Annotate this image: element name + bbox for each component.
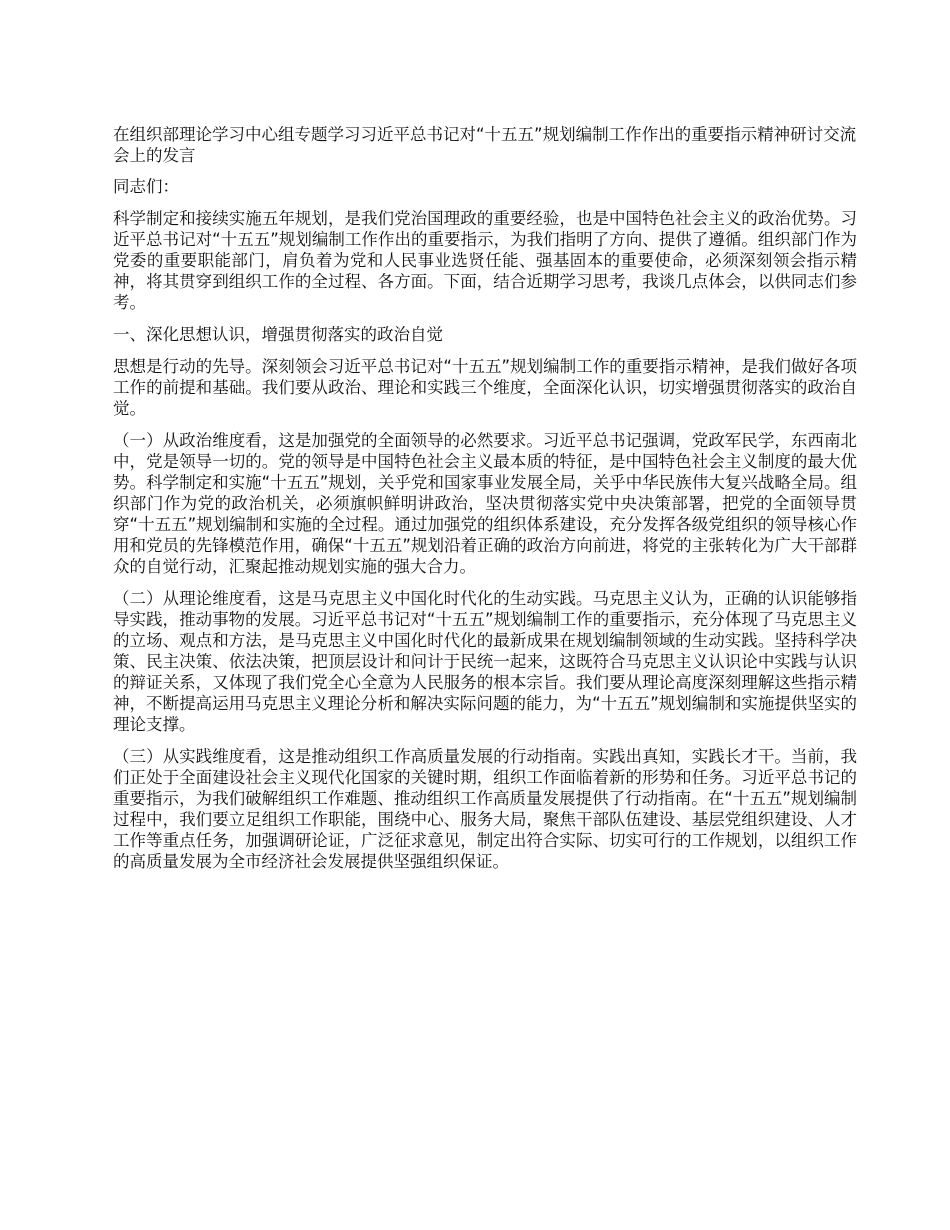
intro-paragraph: 科学制定和接续实施五年规划，是我们党治国理政的重要经验，也是中国特色社会主义的政治优势。习近平总书记对“十五五”规划编制工作作出的重要指示，为我们指明了方向、提供了遵循。组织部门作为党委的重要职能部门，肩负着为党和人民事业选贤任能、强基固本的重要使命，必须深刻领会指示精神，将其贯穿到组织工作的全过程、各方面。下面，结合近期学习思考，我谈几点体会，以供同志们参考。	[113, 209, 857, 312]
section-heading-1: 一、深化思想认识，增强贯彻落实的政治自觉	[113, 325, 443, 344]
document-page	[113, 124, 857, 883]
point-3-paragraph: （三）从实践维度看，这是推动组织工作高质量发展的行动指南。实践出真知，实践长才干。当前，我们正处于全面建设社会主义现代化国家的关键时期，组织工作面临着新的形势和任务。习近平总书记的重要指示，为我们破解组织工作难题、推动组织工作高质量发展提供了行动指南。在“十五五”规划编制过程中，我们要立足组织工作职能，围绕中心、服务大局，聚焦干部队伍建设、基层党组织建设、人才工作等重点任务，加强调研论证，广泛征求意见，制定出符合实际、切实可行的工作规划，以组织工作的高质量发展为全市经济社会发展提供坚强组织保证。	[113, 747, 857, 871]
point-2-paragraph: （二）从理论维度看，这是马克思主义中国化时代化的生动实践。马克思主义认为，正确的认识能够指导实践，推动事物的发展。习近平总书记对“十五五”规划编制工作的重要指示，充分体现了马克思主义的立场、观点和方法，是马克思主义中国化时代化的最新成果在规划编制领域的生动实践。坚持科学决策、民主决策、依法决策，把顶层设计和问计于民统一起来，这既符合马克思主义认识论中实践与认识的辩证关系，又体现了我们党全心全意为人民服务的根本宗旨。我们要从理论高度深刻理解这些指示精神，不断提高运用马克思主义理论分析和解决实际问题的能力，为“十五五”规划编制和实施提供坚实的理论支撑。	[113, 589, 857, 734]
section1-intro-paragraph: 思想是行动的先导。深刻领会习近平总书记对“十五五”规划编制工作的重要指示精神，是我们做好各项工作的前提和基础。我们要从政治、理论和实践三个维度，全面深化认识，切实增强贯彻落实的政治自觉。	[113, 357, 857, 418]
salutation: 同志们：	[113, 177, 179, 196]
document-title: 在组织部理论学习中心组专题学习习近平总书记对“十五五”规划编制工作作出的重要指示精神研讨交流会上的发言	[113, 125, 857, 165]
point-1-paragraph: （一）从政治维度看，这是加强党的全面领导的必然要求。习近平总书记强调，党政军民学，东西南北中，党是领导一切的。党的领导是中国特色社会主义最本质的特征，是中国特色社会主义制度的最大优势。科学制定和实施“十五五”规划，关乎党和国家事业发展全局，关乎中华民族伟大复兴战略全局。组织部门作为党的政治机关，必须旗帜鲜明讲政治，坚决贯彻落实党中央决策部署，把党的全面领导贯穿“十五五”规划编制和实施的全过程。通过加强党的组织体系建设，充分发挥各级党组织的领导核心作用和党员的先锋模范作用，确保“十五五”规划沿着正确的政治方向前进，将党的主张转化为广大干部群众的自觉行动，汇聚起推动规划实施的强大合力。	[113, 431, 857, 576]
